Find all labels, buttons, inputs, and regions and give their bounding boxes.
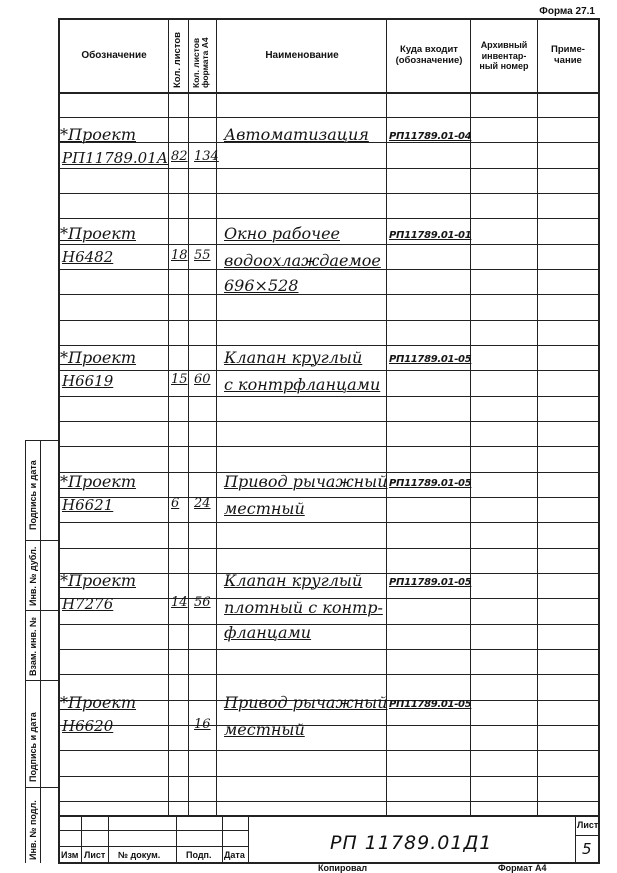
entry-name-line: плотный с контр- bbox=[224, 598, 383, 617]
frame-right bbox=[598, 18, 600, 863]
entry-project-label: *Проект bbox=[60, 224, 137, 243]
row-line bbox=[58, 345, 598, 346]
row-line bbox=[58, 117, 598, 118]
stamp-podp: Подп. bbox=[186, 850, 212, 860]
entry-a4: 134 bbox=[194, 149, 219, 164]
row-line bbox=[58, 446, 598, 447]
side-strip-top bbox=[25, 440, 58, 441]
row-line bbox=[58, 497, 598, 498]
stamp-data: Дата bbox=[224, 850, 245, 860]
entry-project-label: *Проект bbox=[60, 348, 137, 367]
entry-a4: 24 bbox=[194, 496, 211, 511]
side-strip-left bbox=[25, 440, 26, 863]
row-line bbox=[58, 674, 598, 675]
stamp-v-data bbox=[248, 815, 249, 862]
side-label-dup-inv: Инв. № дубл. bbox=[28, 546, 38, 606]
entry-a4: 56 bbox=[194, 595, 211, 610]
row-line bbox=[58, 294, 598, 295]
row-line bbox=[58, 649, 598, 650]
col-line-6 bbox=[537, 18, 538, 815]
entry-name-line: 696×528 bbox=[224, 276, 299, 295]
entry-a4: 16 bbox=[194, 717, 211, 732]
row-line bbox=[58, 370, 598, 371]
entry-destination: РП11789.01-04 bbox=[389, 131, 472, 142]
entry-project-code: РП11789.01А bbox=[62, 149, 169, 167]
footer-copied: Копировал bbox=[318, 863, 368, 873]
entry-a4: 55 bbox=[194, 248, 211, 263]
entry-destination: РП11789.01-01 bbox=[389, 230, 472, 241]
row-line bbox=[58, 801, 598, 802]
entry-destination: РП11789.01-05 bbox=[389, 478, 472, 489]
row-line bbox=[58, 776, 598, 777]
stamp-sheet-label: Лист bbox=[577, 820, 599, 830]
stamp-sheet-div bbox=[575, 835, 598, 836]
entry-name-line: Автоматизация bbox=[224, 125, 369, 144]
row-line bbox=[58, 193, 598, 194]
entry-sheets: 6 bbox=[171, 496, 180, 511]
stamp-v-podp bbox=[222, 815, 223, 862]
row-line bbox=[58, 218, 598, 219]
entry-a4: 60 bbox=[194, 372, 211, 387]
entry-name-line: с контрфланцами bbox=[224, 375, 381, 394]
row-line bbox=[58, 750, 598, 751]
col-line-3 bbox=[216, 18, 217, 815]
entry-name-line: Клапан круглый bbox=[224, 348, 363, 367]
header-sheets-count: Кол. листов bbox=[172, 31, 183, 88]
stamp-doc-no: № докум. bbox=[118, 850, 161, 860]
form-label: Форма 27.1 bbox=[539, 6, 595, 17]
side-label-orig-inv: Инв. № подл. bbox=[28, 800, 38, 860]
stamp-sheet-number: 5 bbox=[582, 840, 592, 858]
entry-project-code: Н6620 bbox=[62, 717, 114, 735]
entry-sheets: 82 bbox=[171, 149, 188, 164]
entry-name-line: Клапан круглый bbox=[224, 571, 363, 590]
row-line bbox=[58, 421, 598, 422]
entry-project-code: Н6619 bbox=[62, 372, 114, 390]
stamp-line-2 bbox=[58, 846, 248, 847]
entry-project-label: *Проект bbox=[60, 472, 137, 491]
footer-format: Формат А4 bbox=[498, 863, 547, 873]
entry-destination: РП11789.01-05 bbox=[389, 699, 472, 710]
row-line bbox=[58, 522, 598, 523]
header-note: Приме-чание bbox=[551, 44, 585, 66]
side-label-sign-date-2: Подпись и дата bbox=[28, 712, 38, 782]
entry-project-code: Н6482 bbox=[62, 248, 114, 266]
side-div-3 bbox=[25, 680, 58, 681]
entry-project-code: Н7276 bbox=[62, 595, 114, 613]
stamp-izm: Изм bbox=[61, 850, 79, 860]
stamp-list: Лист bbox=[84, 850, 106, 860]
header-designation: Обозначение bbox=[81, 50, 147, 62]
entry-project-label: *Проект bbox=[60, 693, 137, 712]
row-line bbox=[58, 244, 598, 245]
entry-name-line: местный bbox=[224, 720, 305, 739]
header-a4-count-text: Кол. листов формата А4 bbox=[191, 37, 211, 88]
stamp-v-doc bbox=[176, 815, 177, 862]
side-label-sign-date-1: Подпись и дата bbox=[28, 460, 38, 530]
side-div-2 bbox=[25, 610, 58, 611]
entry-name-line: Окно рабочее bbox=[224, 224, 340, 243]
entry-sheets: 14 bbox=[171, 595, 188, 610]
stamp-v-sheet bbox=[575, 815, 576, 862]
header-destination: Куда входит (обозначение) bbox=[395, 44, 463, 66]
frame-left bbox=[58, 18, 60, 863]
header-bottom bbox=[58, 92, 598, 94]
side-strip-mid bbox=[40, 440, 41, 863]
entry-name-line: местный bbox=[224, 499, 305, 518]
document-code: РП 11789.01Д1 bbox=[330, 832, 493, 854]
side-div-4 bbox=[25, 787, 58, 788]
entry-name-line: Привод рычажный bbox=[224, 472, 388, 491]
row-line bbox=[58, 396, 598, 397]
col-line-2 bbox=[188, 18, 189, 815]
stamp-v-list bbox=[108, 815, 109, 862]
stamp-top bbox=[58, 815, 598, 817]
entry-name-line: фланцами bbox=[224, 623, 312, 642]
header-name: Наименование bbox=[265, 50, 339, 62]
row-line bbox=[58, 168, 598, 169]
entry-name-line: водоохлаждаемое bbox=[224, 251, 381, 270]
entry-sheets: 15 bbox=[171, 372, 188, 387]
entry-name-line: Привод рычажный bbox=[224, 693, 388, 712]
entry-sheets: 18 bbox=[171, 248, 188, 263]
row-line bbox=[58, 320, 598, 321]
side-label-repl-inv: Взам. инв. № bbox=[28, 616, 38, 676]
row-line bbox=[58, 548, 598, 549]
entry-project-label: *Проект bbox=[60, 125, 137, 144]
row-line bbox=[58, 624, 598, 625]
entry-destination: РП11789.01-05 bbox=[389, 577, 472, 588]
col-line-1 bbox=[168, 18, 169, 815]
row-line bbox=[58, 725, 598, 726]
entry-destination: РП11789.01-05 bbox=[389, 354, 472, 365]
header-archive: Архивный инвентар-ный номер bbox=[479, 40, 529, 72]
stamp-line-1 bbox=[58, 830, 248, 831]
side-div-1 bbox=[25, 540, 58, 541]
entry-project-code: Н6621 bbox=[62, 496, 114, 514]
entry-project-label: *Проект bbox=[60, 571, 137, 590]
stamp-v-izm bbox=[81, 815, 82, 862]
